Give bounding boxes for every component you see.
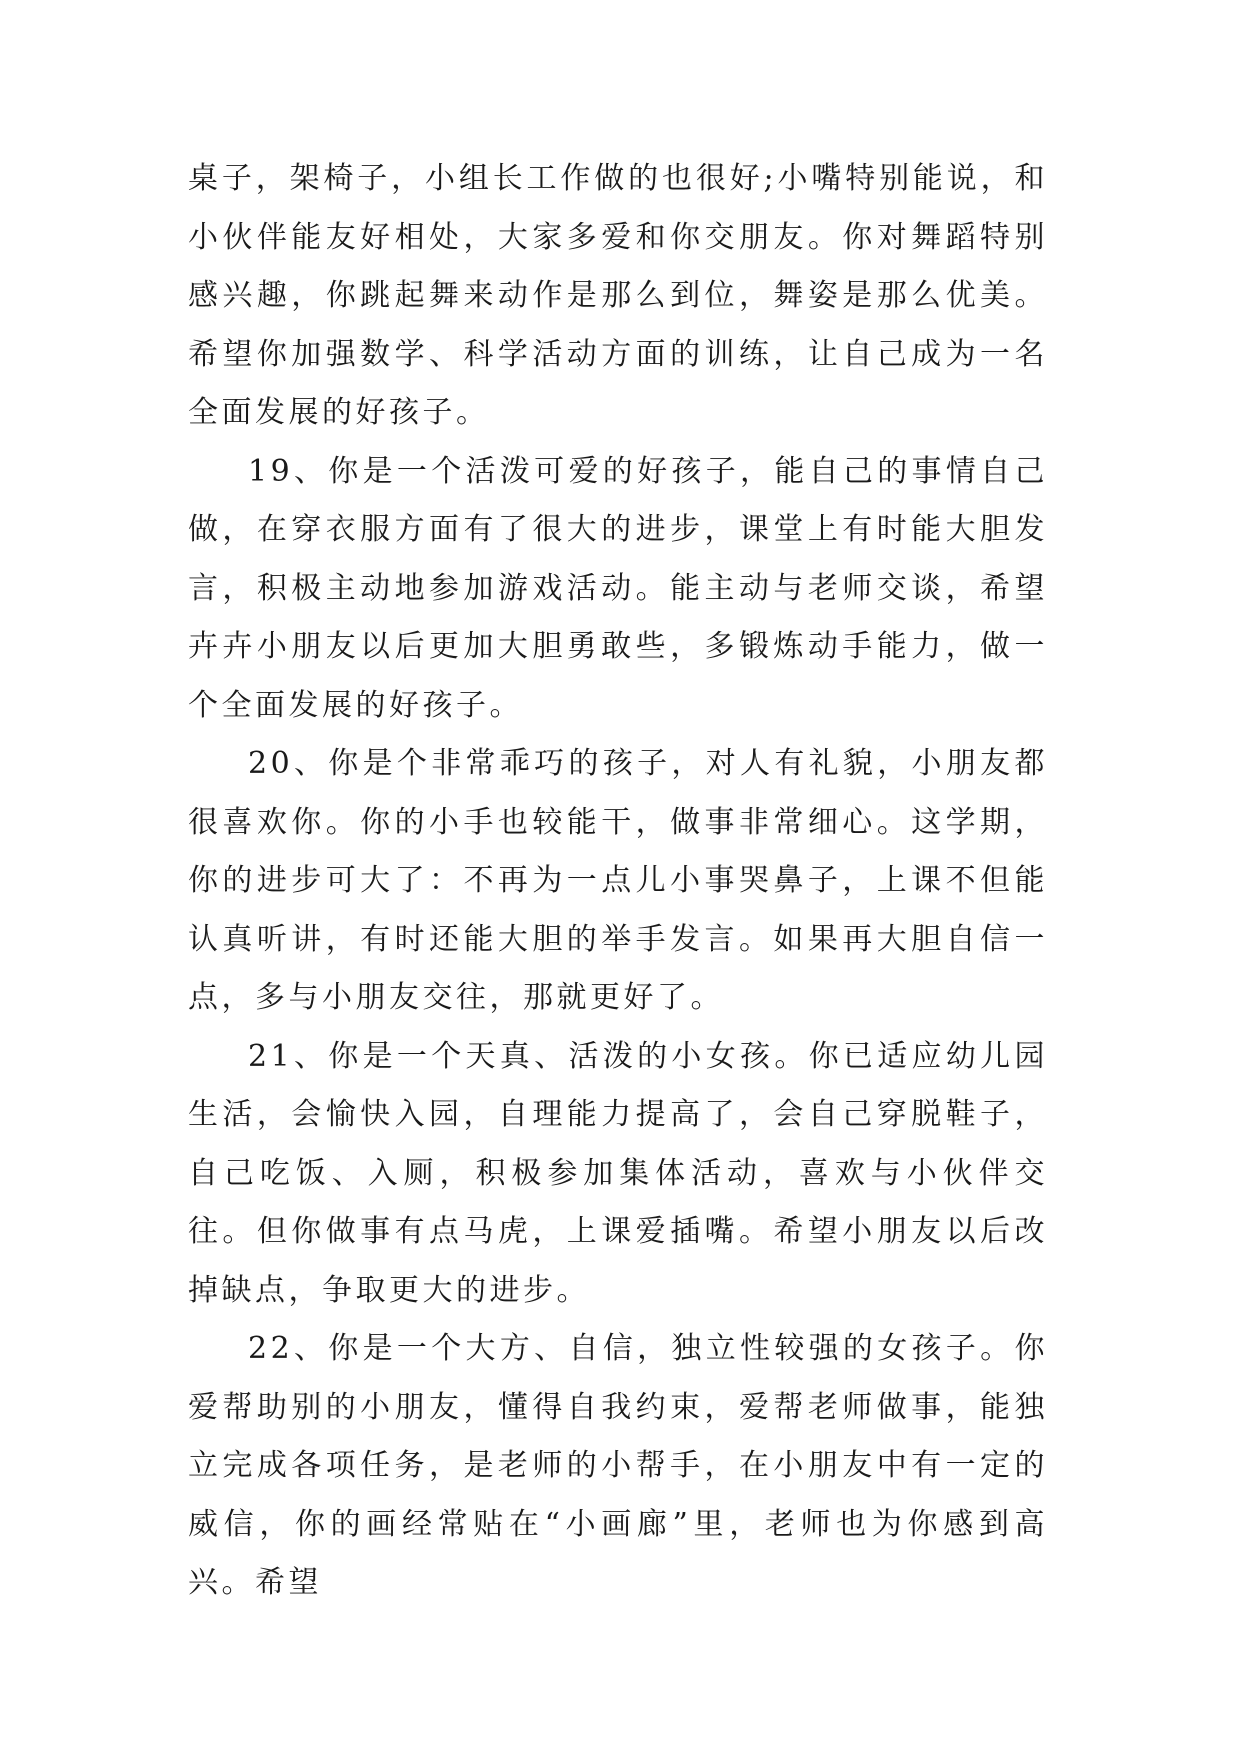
paragraph-continued: 桌子，架椅子，小组长工作做的也很好;小嘴特别能说，和小伙伴能友好相处，大家多爱和你交朋友。你对舞蹈特别感兴趣，你跳起舞来动作是那么到位，舞姿是那么优美。希望你加强数学、科学活动方面的训练，让自己成为一名全面发展的好孩子。 [188, 161, 1048, 430]
paragraph-19: 19、你是一个活泼可爱的好孩子，能自己的事情自己做，在穿衣服方面有了很大的进步，课堂上有时能大胆发言，积极主动地参加游戏活动。能主动与老师交谈，希望卉卉小朋友以后更加大胆勇敢些，多锻炼动手能力，做一个全面发展的好孩子。 [188, 453, 1048, 723]
paragraph-21: 21、你是一个天真、活泼的小女孩。你已适应幼儿园生活，会愉快入园，自理能力提高了，会自己穿脱鞋子，自己吃饭、入厕，积极参加集体活动，喜欢与小伙伴交往。但你做事有点马虎，上课爱插嘴。希望小朋友以后改掉缺点，争取更大的进步。 [188, 1038, 1048, 1308]
paragraph-22: 22、你是一个大方、自信，独立性较强的女孩子。你爱帮助别的小朋友，懂得自我约束，爱帮老师做事，能独立完成各项任务，是老师的小帮手，在小朋友中有一定的威信，你的画经常贴在“小画廊”里，老师也为你感到高兴。希望 [188, 1331, 1048, 1600]
body-text [188, 150, 1048, 1613]
paragraph-20: 20、你是个非常乖巧的孩子，对人有礼貌，小朋友都很喜欢你。你的小手也较能干，做事非常细心。这学期，你的进步可大了：不再为一点儿小事哭鼻子，上课不但能认真听讲，有时还能大胆的举手发言。如果再大胆自信一点，多与小朋友交往，那就更好了。 [188, 746, 1048, 1015]
